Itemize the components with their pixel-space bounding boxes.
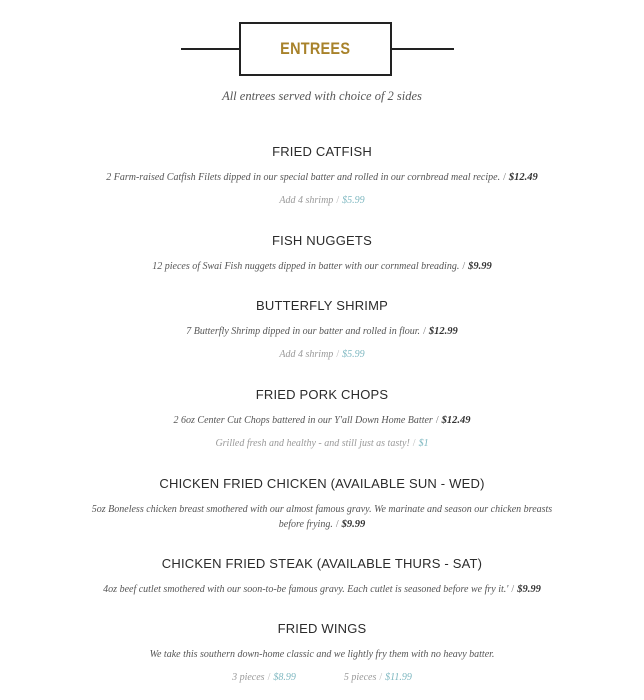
addon-price: $5.99 xyxy=(342,349,365,360)
item-description-text: 2 6oz Center Cut Chops battered in our Y'all Down Home Batter xyxy=(173,415,433,426)
item-description: 2 6oz Center Cut Chops battered in our Y'all Down Home Batter / $12.49 xyxy=(173,415,471,426)
option-price: $11.99 xyxy=(385,672,412,683)
menu-item-butterfly-shrimp xyxy=(0,298,644,362)
item-price: $9.99 xyxy=(341,519,366,530)
menu-item-fried-catfish xyxy=(0,144,644,208)
item-description-text: 5oz Boneless chicken breast smothered with our almost famous gravy. We marinate and season our chicken breasts before frying. xyxy=(91,504,553,530)
item-description: 7 Butterfly Shrimp dipped in our batter and rolled in flour. / $12.99 xyxy=(186,326,458,337)
item-description-text: 12 pieces of Swai Fish nuggets dipped in batter with our cornmeal breading. xyxy=(152,261,460,272)
menu-item-fried-wings xyxy=(0,621,644,685)
item-description: 12 pieces of Swai Fish nuggets dipped in batter with our cornmeal breading. / $9.99 xyxy=(152,261,492,272)
title-box xyxy=(239,22,392,76)
item-name: FRIED CATFISH xyxy=(272,144,372,159)
addon-price: $5.99 xyxy=(342,195,365,206)
addon-label: Add 4 shrimp xyxy=(279,349,334,360)
item-price: $9.99 xyxy=(468,261,492,272)
item-price: $9.99 xyxy=(517,584,541,595)
menu-item-fish-nuggets xyxy=(0,233,644,274)
item-description-text: 2 Farm-raised Catfish Filets dipped in our special batter and rolled in our cornbread meal recipe. xyxy=(106,172,501,183)
menu-item-chicken-fried-steak xyxy=(0,556,644,597)
option-label: 5 pieces xyxy=(343,672,377,683)
item-name: FRIED WINGS xyxy=(277,621,367,636)
item-description: 4oz beef cutlet smothered with our soon-to-be famous gravy. Each cutlet is seasoned before we fry it.' / $9.99 xyxy=(103,584,541,595)
option-price: $8.99 xyxy=(273,672,296,683)
item-price: $12.99 xyxy=(428,326,458,337)
item-description-text: We take this southern down-home classic and we lightly fry them with no heavy batter. xyxy=(149,649,495,660)
item-name: FRIED PORK CHOPS xyxy=(255,387,389,402)
item-name: FISH NUGGETS xyxy=(272,233,372,248)
section-subtitle: All entrees served with choice of 2 sides xyxy=(222,89,422,103)
item-options: 3 pieces / $8.99 5 pieces / $11.99 xyxy=(232,672,412,683)
item-name: CHICKEN FRIED STEAK (AVAILABLE THURS - SAT) xyxy=(161,556,483,571)
item-description-text: 4oz beef cutlet smothered with our soon-to-be famous gravy. Each cutlet is seasoned before we fry it.' xyxy=(103,584,509,595)
item-price: $12.49 xyxy=(441,415,471,426)
menu-item-chicken-fried-chicken xyxy=(0,476,644,532)
item-description: 5oz Boneless chicken breast smothered with our almost famous gravy. We marinate and season our chicken breasts before frying. / $9.99 xyxy=(91,504,553,530)
header-rule-right xyxy=(392,48,454,50)
section-header xyxy=(0,22,644,80)
item-description xyxy=(42,647,602,662)
item-addon: Add 4 shrimp / $5.99 xyxy=(279,349,365,360)
menu-item-fried-pork-chops xyxy=(0,387,644,451)
addon-label: Add 4 shrimp xyxy=(279,195,334,206)
item-price: $12.49 xyxy=(508,172,538,183)
addon-label: Grilled fresh and healthy - and still just as tasty! xyxy=(215,438,410,449)
header-rule-left xyxy=(181,48,241,50)
item-addon: Add 4 shrimp / $5.99 xyxy=(279,195,365,206)
item-addon: Grilled fresh and healthy - and still just as tasty! / $1 xyxy=(215,438,429,449)
addon-price: $1 xyxy=(418,438,429,449)
option-label: 3 pieces xyxy=(232,672,265,683)
item-name: BUTTERFLY SHRIMP xyxy=(255,298,388,313)
item-name: CHICKEN FRIED CHICKEN (AVAILABLE SUN - WED) xyxy=(159,476,485,491)
section-title: ENTREES xyxy=(280,39,351,58)
item-description: 2 Farm-raised Catfish Filets dipped in our special batter and rolled in our cornbread meal recipe. / $12.49 xyxy=(106,172,538,183)
item-description-text: 7 Butterfly Shrimp dipped in our batter and rolled in flour. xyxy=(186,326,421,337)
